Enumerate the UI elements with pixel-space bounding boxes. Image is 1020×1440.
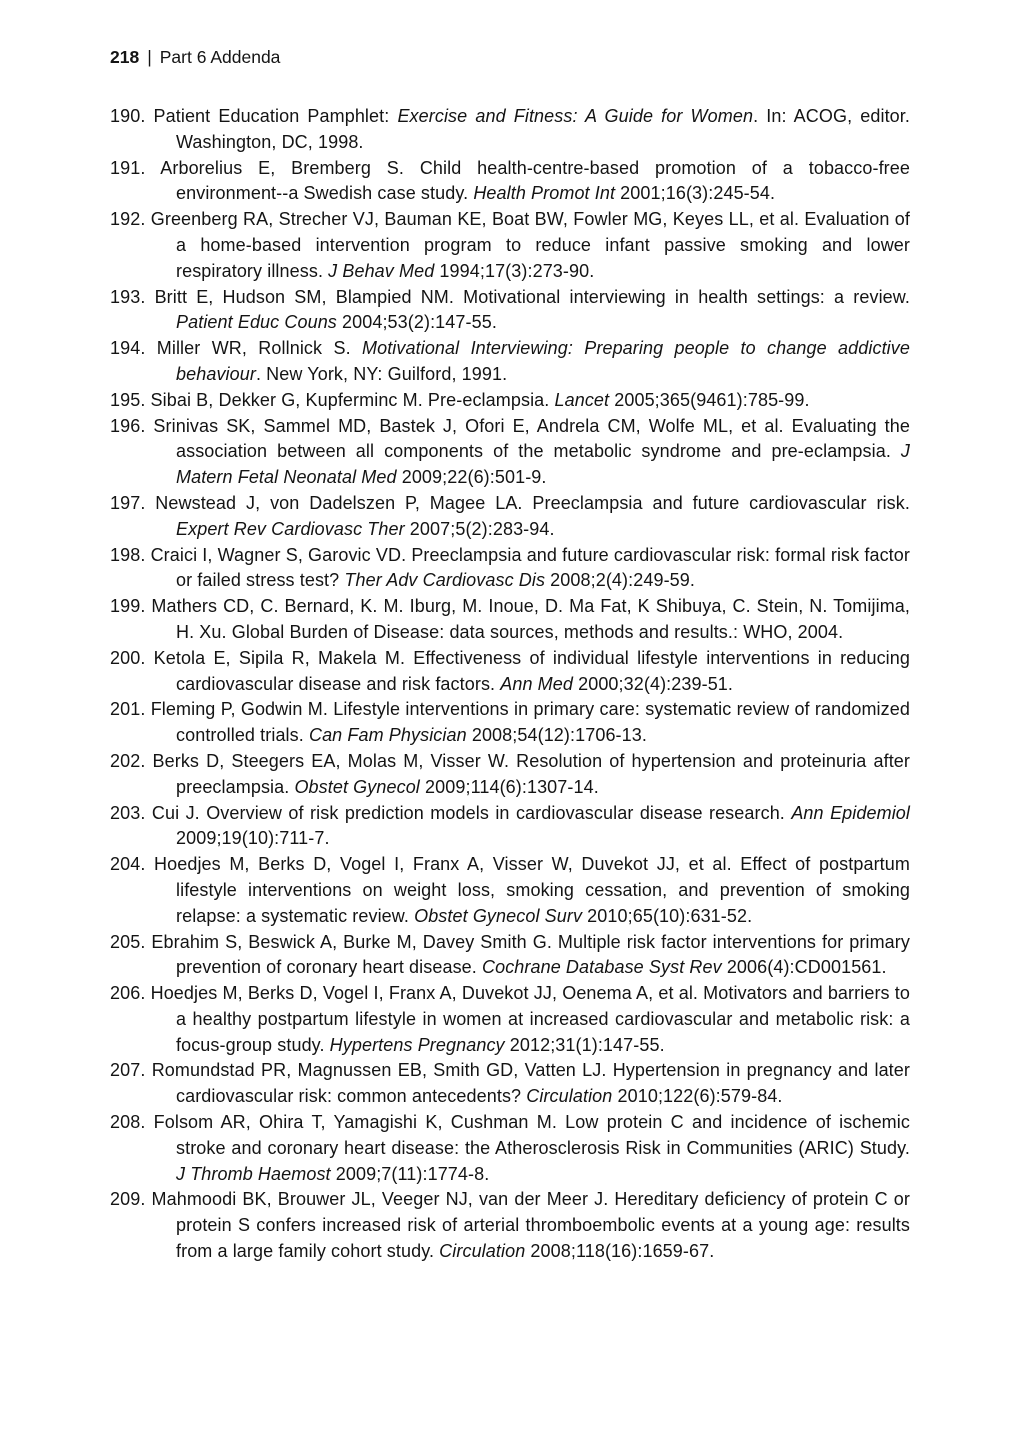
reference-text: Miller WR, Rollnick S.	[156, 338, 362, 359]
reference-title-italic: Can Fam Physician	[308, 725, 467, 746]
reference-text: Arborelius E, Bremberg S. Child health-centre-based promotion of a tobacco-free environment--a Swedish case study.	[160, 157, 910, 204]
reference-text: 2009;19(10):711-7.	[176, 828, 330, 849]
reference-text: Newstead J, von Dadelszen P, Magee LA. Preeclampsia and future cardiovascular risk.	[155, 492, 910, 513]
reference-title-italic: Hypertens Pregnancy	[329, 1034, 505, 1055]
reference-number: 191.	[110, 157, 161, 178]
reference-text: 2004;53(2):147-55.	[336, 312, 497, 333]
reference-title-italic: Lancet	[554, 389, 610, 410]
reference-206	[110, 981, 910, 1058]
reference-number: 193.	[110, 286, 155, 307]
reference-text: Fleming P, Godwin M. Lifestyle interventions in primary care: systematic review of randomized controlled trials.	[150, 699, 910, 746]
reference-title-italic: Exercise and Fitness: A Guide for Women	[397, 106, 754, 126]
reference-title-italic: Circulation	[439, 1241, 526, 1262]
reference-number: 194.	[110, 338, 157, 359]
reference-title-italic: Ther Adv Cardiovasc Dis	[344, 570, 546, 591]
reference-text: Patient Education Pamphlet:	[153, 106, 398, 126]
reference-text: 2012;31(1):147-55.	[504, 1034, 665, 1055]
reference-title-italic: Circulation	[526, 1086, 613, 1107]
reference-text: 2005;365(9461):785-99.	[609, 389, 810, 410]
reference-title-italic: Obstet Gynecol	[294, 776, 420, 797]
reference-number: 196.	[110, 415, 154, 436]
reference-196	[110, 414, 910, 491]
reference-text: 2001;16(3):245-54.	[615, 183, 776, 204]
reference-text: 2010;65(10):631-52.	[582, 905, 753, 926]
reference-title-italic: Ann Med	[500, 673, 573, 694]
reference-199	[110, 594, 910, 646]
reference-198	[110, 543, 910, 595]
reference-text: Srinivas SK, Sammel MD, Bastek J, Ofori E, Andrela CM, Wolfe ML, et al. Evaluating the association between all components of the metabolic syndrome and pre-eclampsia.	[153, 415, 910, 462]
reference-190	[110, 104, 910, 156]
reference-number: 203.	[110, 802, 152, 823]
header-section-title: Part 6 Addenda	[159, 47, 281, 67]
reference-text: 2009;22(6):501-9.	[396, 467, 547, 488]
reference-number: 207.	[110, 1060, 152, 1081]
reference-202	[110, 749, 910, 801]
reference-text: 2009;114(6):1307-14.	[419, 776, 599, 797]
reference-197	[110, 491, 910, 543]
reference-text: . In: ACOG, editor. Washington, DC, 1998.	[176, 106, 910, 152]
reference-title-italic: J Thromb Haemost	[176, 1163, 331, 1184]
page-number: 218	[110, 47, 140, 67]
reference-text: Hoedjes M, Berks D, Vogel I, Franx A, Visser W, Duvekot JJ, et al. Effect of postpartum lifestyle interventions on weight loss, smoking cessation, and prevention of smoking relapse: a systematic review.	[154, 854, 910, 926]
reference-text: Mahmoodi BK, Brouwer JL, Veeger NJ, van der Meer J. Hereditary deficiency of protein C or protein S confers increased risk of arterial thromboembolic events at a young age: results from a large family cohort study.	[151, 1189, 910, 1262]
reference-title-italic: Health Promot Int	[473, 183, 616, 204]
reference-text: 2008;2(4):249-59.	[545, 570, 695, 591]
reference-text: 2008;118(16):1659-67.	[525, 1241, 715, 1262]
reference-number: 201.	[110, 699, 151, 720]
reference-text: Cui J. Overview of risk prediction models in cardiovascular disease research.	[151, 802, 792, 823]
reference-title-italic: Cochrane Database Syst Rev	[481, 957, 722, 978]
reference-text: Ketola E, Sipila R, Makela M. Effectiveness of individual lifestyle interventions in reducing cardiovascular disease and risk factors.	[153, 647, 910, 694]
reference-text: Berks D, Steegers EA, Molas M, Visser W. Resolution of hypertension and proteinuria after preeclampsia.	[152, 750, 910, 797]
reference-number: 192.	[110, 209, 151, 230]
reference-number: 200.	[110, 647, 154, 668]
page-header	[110, 44, 910, 70]
reference-title-italic: Motivational Interviewing: Preparing people to change addictive behaviour	[176, 338, 910, 384]
reference-204	[110, 852, 910, 929]
reference-207	[110, 1058, 910, 1110]
reference-number: 199.	[110, 596, 152, 617]
reference-text: Hoedjes M, Berks D, Vogel I, Franx A, Duvekot JJ, Oenema A, et al. Motivators and barriers to a healthy postpartum lifestyle in women at increased cardiovascular and metabolic risk: a focus-group study.	[150, 983, 910, 1055]
reference-number: 197.	[110, 492, 156, 513]
reference-208	[110, 1110, 910, 1187]
reference-number: 202.	[110, 750, 153, 771]
references-list	[110, 104, 910, 1265]
reference-text: 2007;5(2):283-94.	[404, 518, 555, 539]
reference-text: Sibai B, Dekker G, Kupferminc M. Pre-eclampsia.	[150, 389, 555, 410]
reference-194	[110, 336, 910, 388]
reference-number: 205.	[110, 931, 152, 952]
reference-201	[110, 697, 910, 749]
reference-text: Greenberg RA, Strecher VJ, Bauman KE, Boat BW, Fowler MG, Keyes LL, et al. Evaluation of a home-based intervention program to reduce infant passive smoking and lower respiratory illness.	[150, 209, 910, 281]
reference-193	[110, 285, 910, 337]
reference-203	[110, 801, 910, 853]
reference-text: 1994;17(3):273-90.	[434, 260, 595, 281]
reference-195	[110, 388, 910, 414]
reference-text: Mathers CD, C. Bernard, K. M. Iburg, M. Inoue, D. Ma Fat, K Shibuya, C. Stein, N. Tomijima, H. Xu. Global Burden of Disease: data sources, methods and results.: WHO, 2004.	[151, 596, 910, 642]
reference-number: 204.	[110, 854, 155, 875]
reference-text: Romundstad PR, Magnussen EB, Smith GD, Vatten LJ. Hypertension in pregnancy and later cardiovascular risk: common antecedents?	[151, 1060, 910, 1107]
reference-text: 2010;122(6):579-84.	[612, 1086, 783, 1107]
reference-text: 2008;54(12):1706-13.	[466, 725, 647, 746]
reference-192	[110, 207, 910, 284]
reference-209	[110, 1187, 910, 1264]
reference-title-italic: Patient Educ Couns	[176, 312, 337, 333]
reference-number: 195.	[110, 389, 151, 410]
reference-title-italic: Expert Rev Cardiovasc Ther	[176, 518, 405, 539]
reference-191	[110, 156, 910, 208]
reference-text: Britt E, Hudson SM, Blampied NM. Motivational interviewing in health settings: a review.	[154, 286, 910, 307]
reference-title-italic: J Behav Med	[328, 260, 435, 281]
header-separator: |	[147, 47, 152, 67]
reference-number: 206.	[110, 983, 151, 1004]
reference-number: 208.	[110, 1112, 154, 1133]
reference-200	[110, 646, 910, 698]
reference-text: 2006(4):CD001561.	[721, 957, 887, 978]
reference-title-italic: Obstet Gynecol Surv	[414, 905, 583, 926]
reference-number: 190.	[110, 106, 154, 126]
reference-text: 2000;32(4):239-51.	[573, 673, 734, 694]
reference-number: 198.	[110, 544, 151, 565]
reference-text: 2009;7(11):1774-8.	[330, 1163, 490, 1184]
reference-text: Folsom AR, Ohira T, Yamagishi K, Cushman M. Low protein C and incidence of ischemic stroke and coronary heart disease: the Atherosclerosis Risk in Communities (ARIC) Study.	[153, 1112, 910, 1158]
reference-text: . New York, NY: Guilford, 1991.	[255, 363, 508, 384]
reference-number: 209.	[110, 1189, 152, 1210]
reference-title-italic: J Matern Fetal Neonatal Med	[176, 441, 910, 488]
reference-text: Craici I, Wagner S, Garovic VD. Preeclampsia and future cardiovascular risk: formal risk factor or failed stress test?	[150, 544, 910, 591]
reference-text: Ebrahim S, Beswick A, Burke M, Davey Smith G. Multiple risk factor interventions for primary prevention of coronary heart disease.	[151, 931, 910, 978]
reference-205	[110, 930, 910, 982]
reference-title-italic: Ann Epidemiol	[791, 802, 911, 823]
